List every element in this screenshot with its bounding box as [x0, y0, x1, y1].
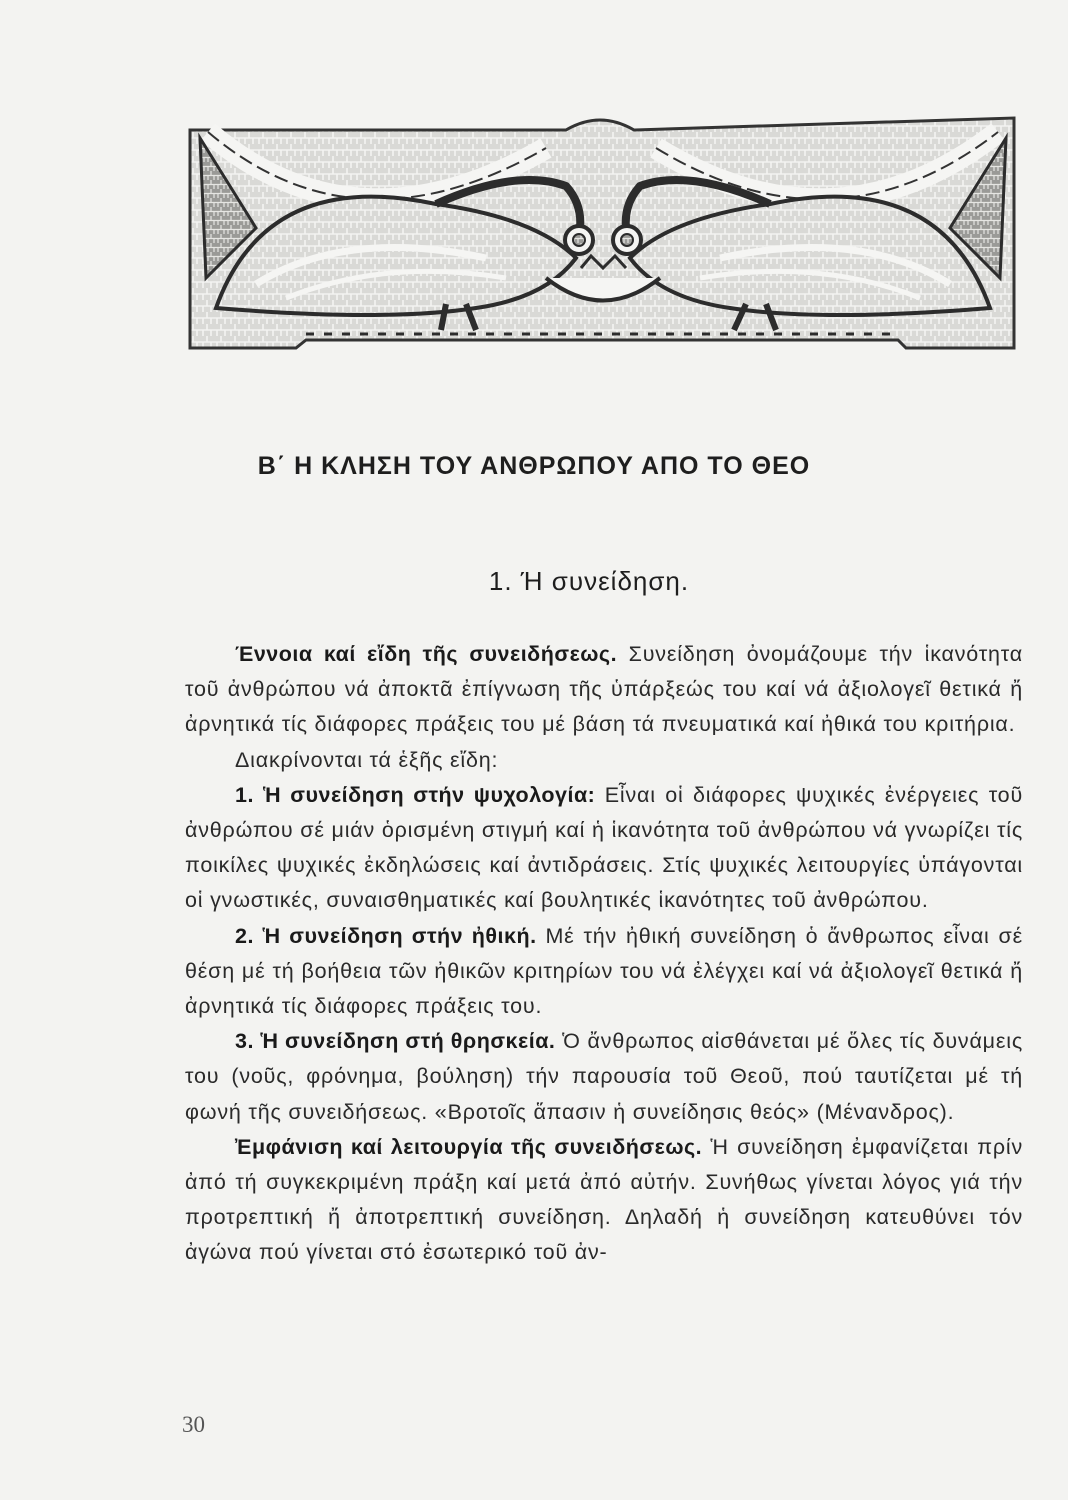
paragraph-heading: 1. Ἡ συνείδηση στήν ψυχολογία:	[235, 782, 596, 807]
paragraph	[185, 919, 1023, 1025]
paragraph-heading: Ἐμφάνιση καί λειτουργία τῆς συνειδήσεως.	[235, 1134, 703, 1159]
paragraph	[185, 778, 1023, 919]
page-number: 30	[182, 1412, 205, 1437]
paragraph-heading: 2. Ἡ συνείδηση στήν ἠθική.	[235, 923, 537, 948]
paragraph-heading: Έννοια καί εἴδη τῆς συνειδήσεως.	[235, 642, 618, 666]
body-text	[185, 637, 1023, 1271]
peacocks-ornament-icon	[186, 108, 1020, 358]
paragraph	[185, 1024, 1023, 1130]
section-title: 1. Ή συνείδηση.	[488, 566, 690, 596]
paragraph-text: Ἡ συνείδηση ἐμφανίζεται πρίν ἀπό τή συγκεκριμένη πράξη καί μετά ἀπό αὐτήν. Συνήθως γίνεται λόγος γιά τήν προτρεπτική ἤ ἀποτρεπτική συνείδηση. Δηλαδή ἡ συνείδηση κατευθύνει τόν ἀγώνα πού γίνεται στό ἐσωτερικό τοῦ ἀν-	[185, 1134, 1023, 1265]
paragraph-text: Εἶναι οἱ διάφορες ψυχικές ἐνέργειες τοῦ ἀνθρώπου σέ μιάν ὁρισμένη στιγμή καί ἡ ἱκανότητα τοῦ ἀνθρώπου νά γνωρίζει τίς ποικίλες ψυχικές ἐκδηλώσεις καί ἀντιδράσεις. Στίς ψυχικές λειτουργίες ὑπάγονται οἱ γνωστικές, συναισθηματικές καί βουλητικές ἱκανότητες τοῦ ἀνθρώπου.	[185, 782, 1024, 913]
paragraph	[185, 1130, 1023, 1271]
chapter-title: Β΄ Η ΚΛΗΣΗ ΤΟΥ ΑΝΘΡΩΠΟΥ ΑΠΟ ΤΟ ΘΕΟ	[257, 452, 811, 480]
paragraph-text: Διακρίνονται τά ἑξῆς εἴδη:	[235, 747, 499, 772]
paragraph-text: Συνείδηση ὀνομάζουμε τήν ἱκανότητα τοῦ ἀνθρώπου νά ἀποκτᾶ ἐπίγνωση τῆς ὑπάρξεώς του καί νά ἀξιολογεῖ θετικά ἤ ἀρνητικά τίς διάφορες πράξεις του μέ βάση τά πνευματικά καί ἠθικά του κριτήρια.	[185, 642, 1024, 737]
paragraph	[185, 743, 1023, 778]
paragraph-text: Μέ τήν ἠθική συνείδηση ὁ ἄνθρωπος εἶναι σέ θέση μέ τή βοήθεια τῶν ἠθικῶν κριτηρίων του νά ἐλέγχει καί νά ἀξιολογεῖ θετικά ἤ ἀρνητικά τίς διάφορες πράξεις του.	[185, 923, 1023, 1019]
paragraph	[185, 637, 1023, 743]
paragraph-heading: 3. Ἡ συνείδηση στή θρησκεία.	[235, 1029, 556, 1054]
paragraph-text: Ὁ ἄνθρωπος αἰσθάνεται μέ ὅλες τίς δυνάμεις του (νοῦς, φρόνημα, βούληση) τήν παρουσία τοῦ Θεοῦ, πού ταυτίζεται μέ τή φωνή τῆς συνειδήσεως. «Βροτοῖς ἅπασιν ἡ συνείδησις θεός» (Μένανδρος).	[185, 1029, 1023, 1124]
